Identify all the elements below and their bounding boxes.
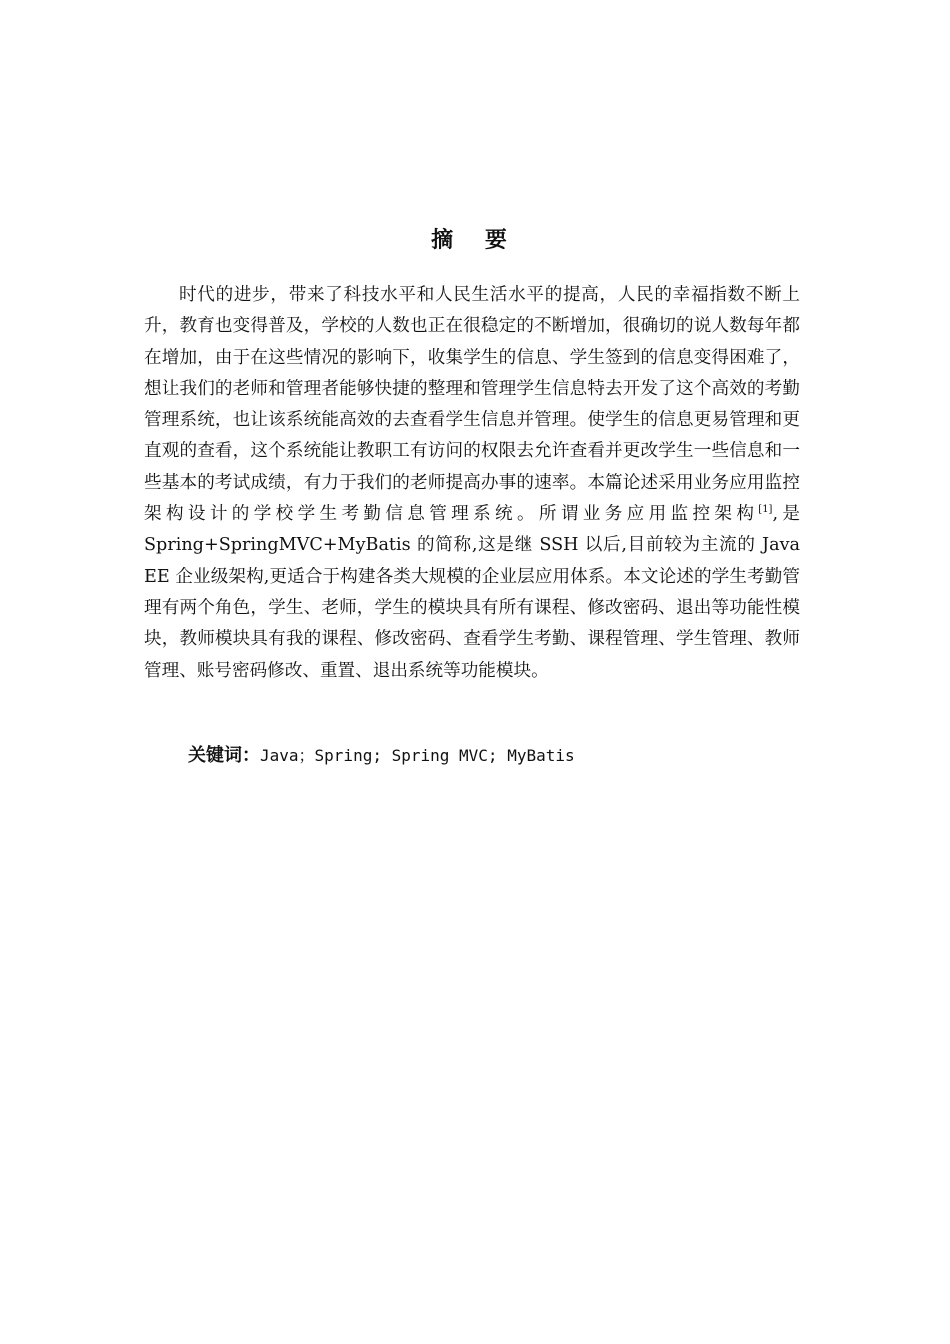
keywords-values: Java；Spring; Spring MVC; MyBatis: [260, 746, 575, 765]
abstract-text-part-2: ,是 Spring+SpringMVC+MyBatis 的简称,这是继 SSH 以后,目前较为主流的 Java EE 企业级架构,更适合于构建各类大规模的企业层应用体系。本文论述的学生考勤管理有两个角色，学生、老师，学生的模块具有所有课程、修改密码、退出等功能性模块，教师模块具有我的课程、修改密码、查看学生考勤、课程管理、学生管理、教师管理、账号密码修改、重置、退出系统等功能模块。: [144, 504, 801, 681]
abstract-paragraph: [144, 280, 800, 687]
keywords-line: [188, 741, 808, 771]
keywords-label: 关键词：: [188, 745, 260, 766]
citation-reference: [1]: [758, 504, 773, 516]
abstract-text-part-1: 时代的进步，带来了科技水平和人民生活水平的提高，人民的幸福指数不断上升，教育也变得普及，学校的人数也正在很稳定的不断增加，很确切的说人数每年都在增加，由于在这些情况的影响下，收集学生的信息、学生签到的信息变得困难了，想让我们的老师和管理者能够快捷的整理和管理学生信息特去开发了这个高效的考勤管理系统，也让该系统能高效的去查看学生信息并管理。使学生的信息更易管理和更直观的查看，这个系统能让教职工有访问的权限去允许查看并更改学生一些信息和一些基本的考试成绩，有力于我们的老师提高办事的速率。本篇论述采用业务应用监控架构设计的学校学生考勤信息管理系统。所谓业务应用监控架构: [144, 285, 800, 525]
abstract-title: 摘 要: [431, 228, 519, 253]
